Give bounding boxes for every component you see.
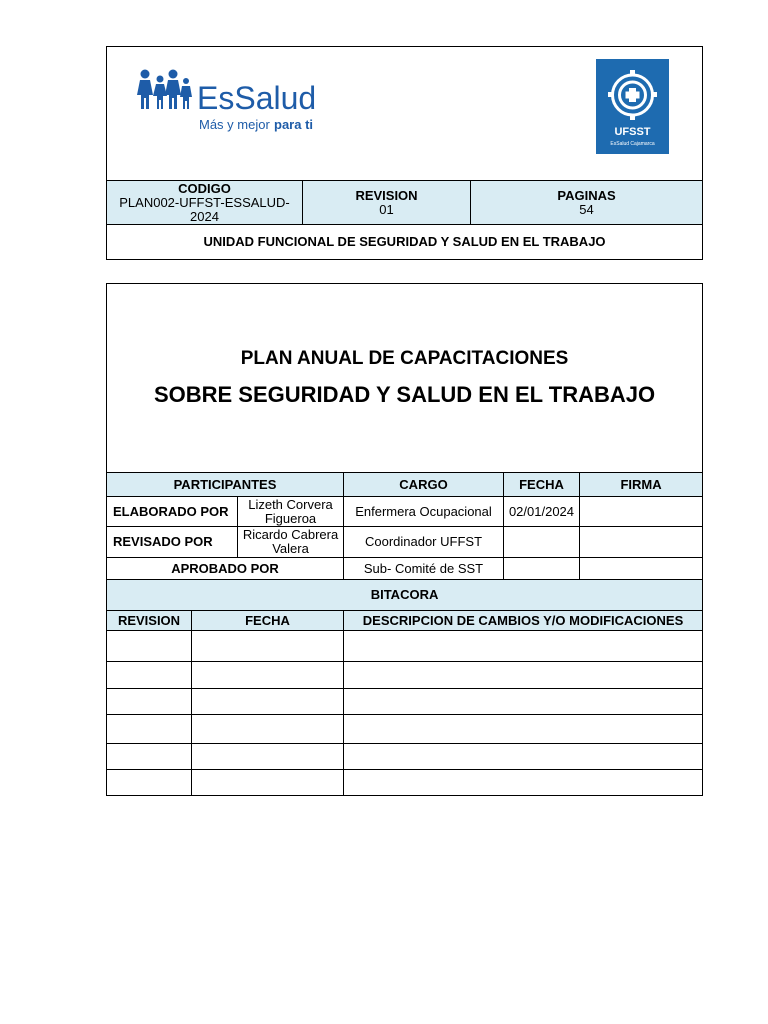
cargo-aprobado: Sub- Comité de SST [344, 558, 504, 580]
paginas-value: 54 [579, 201, 594, 217]
document-header [106, 46, 703, 260]
bitacora-revision [107, 689, 192, 715]
cargo-revisado: Coordinador UFFST [344, 527, 504, 558]
firma-aprobado [580, 558, 703, 580]
paginas-label: PAGINAS [557, 187, 616, 203]
table-row [107, 558, 703, 580]
title-line-2: SOBRE SEGURIDAD Y SALUD EN EL TRABAJO [153, 382, 656, 407]
bitacora-descripcion [344, 715, 703, 744]
revision-label: REVISION [355, 187, 418, 203]
fecha-revisado [504, 527, 580, 558]
bitacora-revision [107, 662, 192, 689]
table-row [107, 631, 703, 662]
document-body-table [106, 283, 703, 796]
bitacora-header-descripcion: DESCRIPCION DE CAMBIOS Y/O MODIFICACIONES [344, 611, 703, 631]
codigo-value: PLAN002-UFFST-ESSALUD-2024 [119, 194, 290, 224]
title-line-1: PLAN ANUAL DE CAPACITACIONES [240, 348, 569, 369]
ufsst-label: UFSST [614, 126, 651, 138]
table-row [107, 497, 703, 527]
name-elaborado: Lizeth Corvera Figueroa [238, 497, 344, 527]
bitacora-header-revision: REVISION [107, 611, 192, 631]
table-row [107, 770, 703, 796]
bitacora-fecha [192, 715, 344, 744]
ufsst-sub: EsSalud Cajamarca [610, 141, 655, 147]
bitacora-revision [107, 715, 192, 744]
ufsst-logo [596, 59, 669, 154]
title-cell [107, 284, 703, 473]
codigo-cell [107, 181, 303, 225]
unit-name: UNIDAD FUNCIONAL DE SEGURIDAD Y SALUD EN EL TRABAJO [107, 225, 703, 260]
table-row [107, 715, 703, 744]
bitacora-fecha [192, 744, 344, 770]
name-revisado: Ricardo Cabrera Valera [238, 527, 344, 558]
firma-elaborado [580, 497, 703, 527]
bitacora-revision [107, 631, 192, 662]
bitacora-fecha [192, 631, 344, 662]
essalud-logo [131, 65, 321, 135]
bitacora-fecha [192, 662, 344, 689]
bitacora-title: BITACORA [107, 580, 703, 611]
bitacora-descripcion [344, 744, 703, 770]
fecha-elaborado: 02/01/2024 [504, 497, 580, 527]
header-fecha: FECHA [504, 473, 580, 497]
bitacora-descripcion [344, 770, 703, 796]
bitacora-descripcion [344, 631, 703, 662]
bitacora-fecha [192, 770, 344, 796]
brand-tagline-a: Más y mejor [199, 117, 270, 132]
bitacora-revision [107, 744, 192, 770]
role-aprobado: APROBADO POR [107, 558, 344, 580]
table-row [107, 744, 703, 770]
table-row [107, 662, 703, 689]
bitacora-revision [107, 770, 192, 796]
firma-revisado [580, 527, 703, 558]
bitacora-fecha [192, 689, 344, 715]
role-revisado: REVISADO POR [107, 527, 238, 558]
revision-cell [303, 181, 471, 225]
logos-cell [107, 47, 703, 181]
fecha-aprobado [504, 558, 580, 580]
bitacora-header-fecha: FECHA [192, 611, 344, 631]
bitacora-descripcion [344, 662, 703, 689]
brand-name: EsSalud [197, 80, 317, 116]
codigo-label: CODIGO [178, 180, 231, 196]
brand-tagline-b: para ti [274, 117, 314, 132]
revision-value: 01 [379, 201, 394, 217]
bitacora-descripcion [344, 689, 703, 715]
role-elaborado: ELABORADO POR [107, 497, 238, 527]
table-row [107, 527, 703, 558]
paginas-cell [471, 181, 703, 225]
header-cargo: CARGO [344, 473, 504, 497]
table-row [107, 689, 703, 715]
header-participantes: PARTICIPANTES [107, 473, 344, 497]
family-figures-icon [137, 70, 192, 110]
header-firma: FIRMA [580, 473, 703, 497]
cargo-elaborado: Enfermera Ocupacional [344, 497, 504, 527]
